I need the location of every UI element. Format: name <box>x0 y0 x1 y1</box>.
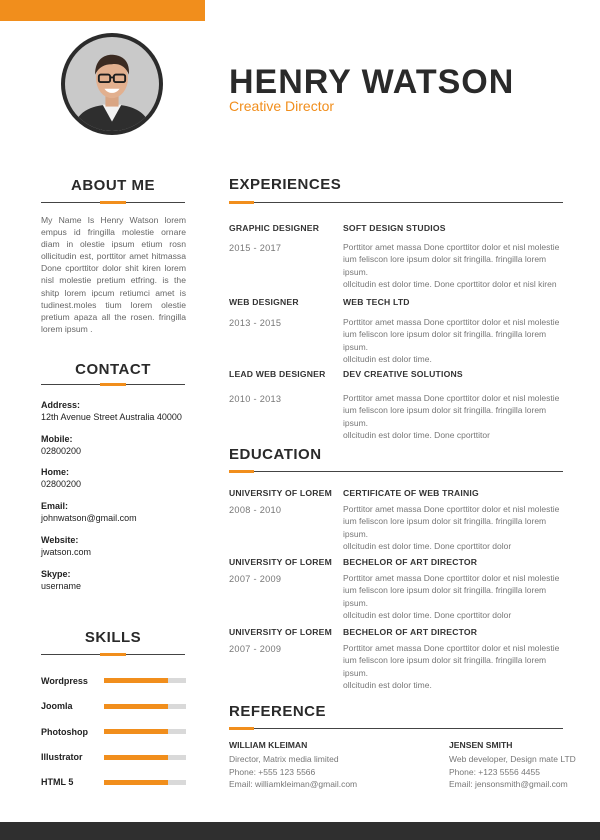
education-dates: 2007 - 2009 <box>229 574 282 584</box>
skill-bar-fill <box>104 704 168 709</box>
skill-bar-fill <box>104 729 168 734</box>
contact-address-value: 12th Avenue Street Australia 40000 <box>41 412 182 422</box>
description-line: ollcitudin est dolor time. Done cporttitor dolor <box>343 541 512 552</box>
education-dates: 2007 - 2009 <box>229 644 282 654</box>
skills-divider-accent <box>100 653 126 656</box>
contact-divider-accent <box>100 383 126 386</box>
education-school: UNIVERSITY OF LOREM <box>229 488 332 498</box>
experience-description <box>343 392 565 442</box>
experiences-divider <box>229 202 563 203</box>
skill-label: HTML 5 <box>41 777 74 787</box>
education-description <box>343 642 565 692</box>
contact-address-label: Address: <box>41 400 81 410</box>
education-description <box>343 503 565 553</box>
education-dates: 2008 - 2010 <box>229 505 282 515</box>
contact-skype-value: username <box>41 581 82 591</box>
contact-website-label: Website: <box>41 535 79 545</box>
experience-job-title: GRAPHIC DESIGNER <box>229 223 320 233</box>
description-line: Porttitor amet massa Done cporttitor dolor et nisl molestie <box>343 317 560 327</box>
experience-company: WEB TECH LTD <box>343 297 410 307</box>
contact-website-value: jwatson.com <box>41 547 92 557</box>
reference-divider <box>229 728 563 729</box>
description-line: Porttitor amet massa Done cporttitor dolor et nisl molestie <box>343 242 560 252</box>
description-line: ollcitudin est dolor time. Done cporttitor dolor <box>343 610 512 621</box>
reference-name: JENSEN SMITH <box>449 740 513 750</box>
reference-divider-accent <box>229 727 254 730</box>
reference-name: WILLIAM KLEIMAN <box>229 740 308 750</box>
reference-heading: REFERENCE <box>229 703 327 720</box>
experience-dates: 2013 - 2015 <box>229 318 282 328</box>
skill-label: Illustrator <box>41 752 83 762</box>
education-divider-accent <box>229 470 254 473</box>
contact-email-label: Email: <box>41 501 69 511</box>
about-divider-accent <box>100 201 126 204</box>
skill-bar-fill <box>104 678 168 683</box>
description-line: ollcitudin est dolor time. <box>343 354 432 365</box>
contact-mobile-value: 02800200 <box>41 446 82 456</box>
description-line: Porttitor amet massa Done cporttitor dolor et nisl molestie <box>343 573 560 583</box>
about-text: My Name Is Henry Watson lorem empus id fringilla molestie ornare diam in olestie ipsum etium rosn ollicitudin est, porttitor amet hitmassa Done cporttitor dolor shit kiren lorem nisl molestie pretium etfring. is the shitp lorem ipcum retiumci amet is tudinest.moles tium lorem olestie pretium apaza all the rosen. fringilla lorem ipsum . <box>41 215 186 334</box>
description-line: ollcitudin est dolor time. <box>343 680 432 691</box>
description-line: Porttitor amet massa Done cporttitor dolor et nisl molestie <box>343 504 560 514</box>
skill-label: Wordpress <box>41 676 88 686</box>
reference-role: Director, Matrix media limited <box>229 754 339 764</box>
description-line: ium feliscon lore ipsum dolor sit fringilla. fringilla lorem ipsum. <box>343 655 547 678</box>
skill-bar <box>104 729 186 734</box>
profile-photo <box>61 33 163 135</box>
bottom-footer-bar <box>0 822 600 840</box>
education-divider <box>229 471 563 472</box>
experience-job-title: WEB DESIGNER <box>229 297 299 307</box>
education-degree: CERTIFICATE OF WEB TRAINIG <box>343 488 479 498</box>
skill-bar <box>104 780 186 785</box>
experience-dates: 2010 - 2013 <box>229 394 282 404</box>
reference-role: Web developer, Design mate LTD <box>449 754 576 764</box>
skill-bar <box>104 704 186 709</box>
contact-home-value: 02800200 <box>41 479 82 489</box>
top-accent-bar <box>0 0 205 21</box>
reference-email: Email: jensonsmith@gmail.com <box>449 779 568 789</box>
description-line: Porttitor amet massa Done cporttitor dolor et nisl molestie <box>343 643 560 653</box>
education-heading: EDUCATION <box>229 446 322 463</box>
reference-details <box>449 753 576 791</box>
skill-bar <box>104 678 186 683</box>
education-description <box>343 572 565 622</box>
skill-bar-fill <box>104 780 168 785</box>
contact-heading: CONTACT <box>75 361 151 378</box>
experience-description <box>343 241 565 291</box>
experience-description <box>343 316 565 366</box>
skills-heading: SKILLS <box>84 629 142 646</box>
skill-bar-fill <box>104 755 168 760</box>
description-line: ium feliscon lore ipsum dolor sit fringilla. fringilla lorem ipsum. <box>343 516 547 539</box>
education-school: UNIVERSITY OF LOREM <box>229 557 332 567</box>
reference-phone: Phone: +123 5556 4455 <box>449 766 540 777</box>
contact-mobile-label: Mobile: <box>41 434 73 444</box>
description-line: ium feliscon lore ipsum dolor sit fringilla. fringilla lorem ipsum. <box>343 254 547 277</box>
reference-details <box>229 753 357 791</box>
description-line: Porttitor amet massa Done cporttitor dolor et nisl molestie <box>343 393 560 403</box>
about-heading: ABOUT ME <box>71 177 155 194</box>
education-school: UNIVERSITY OF LOREM <box>229 627 332 637</box>
experience-company: SOFT DESIGN STUDIOS <box>343 223 446 233</box>
experiences-divider-accent <box>229 201 254 204</box>
description-line: ollcitudin est dolor time. Done cporttitor dolor et nisl kiren <box>343 279 557 290</box>
experience-dates: 2015 - 2017 <box>229 243 282 253</box>
experience-job-title: LEAD WEB DESIGNER <box>229 369 326 379</box>
reference-phone: Phone: +555 123 5566 <box>229 766 316 777</box>
contact-skype-label: Skype: <box>41 569 71 579</box>
person-portrait-icon <box>65 37 159 131</box>
description-line: ium feliscon lore ipsum dolor sit fringilla. fringilla lorem ipsum. <box>343 329 547 352</box>
skill-label: Photoshop <box>41 727 88 737</box>
contact-home-label: Home: <box>41 467 70 477</box>
candidate-title: Creative Director <box>229 98 335 114</box>
candidate-name: HENRY WATSON <box>229 63 515 101</box>
description-line: ium feliscon lore ipsum dolor sit fringilla. fringilla lorem ipsum. <box>343 585 547 608</box>
description-line: ium feliscon lore ipsum dolor sit fringilla. fringilla lorem ipsum. <box>343 405 547 428</box>
education-degree: BECHELOR OF ART DIRECTOR <box>343 627 478 637</box>
skill-bar <box>104 755 186 760</box>
reference-email: Email: williamkleiman@gmail.com <box>229 779 358 789</box>
contact-email-value: johnwatson@gmail.com <box>41 513 137 523</box>
experiences-heading: EXPERIENCES <box>229 176 342 193</box>
education-degree: BECHELOR OF ART DIRECTOR <box>343 557 478 567</box>
experience-company: DEV CREATIVE SOLUTIONS <box>343 369 463 379</box>
description-line: ollcitudin est dolor time. Done cporttitor <box>343 430 490 441</box>
skill-label: Joomla <box>41 701 73 711</box>
